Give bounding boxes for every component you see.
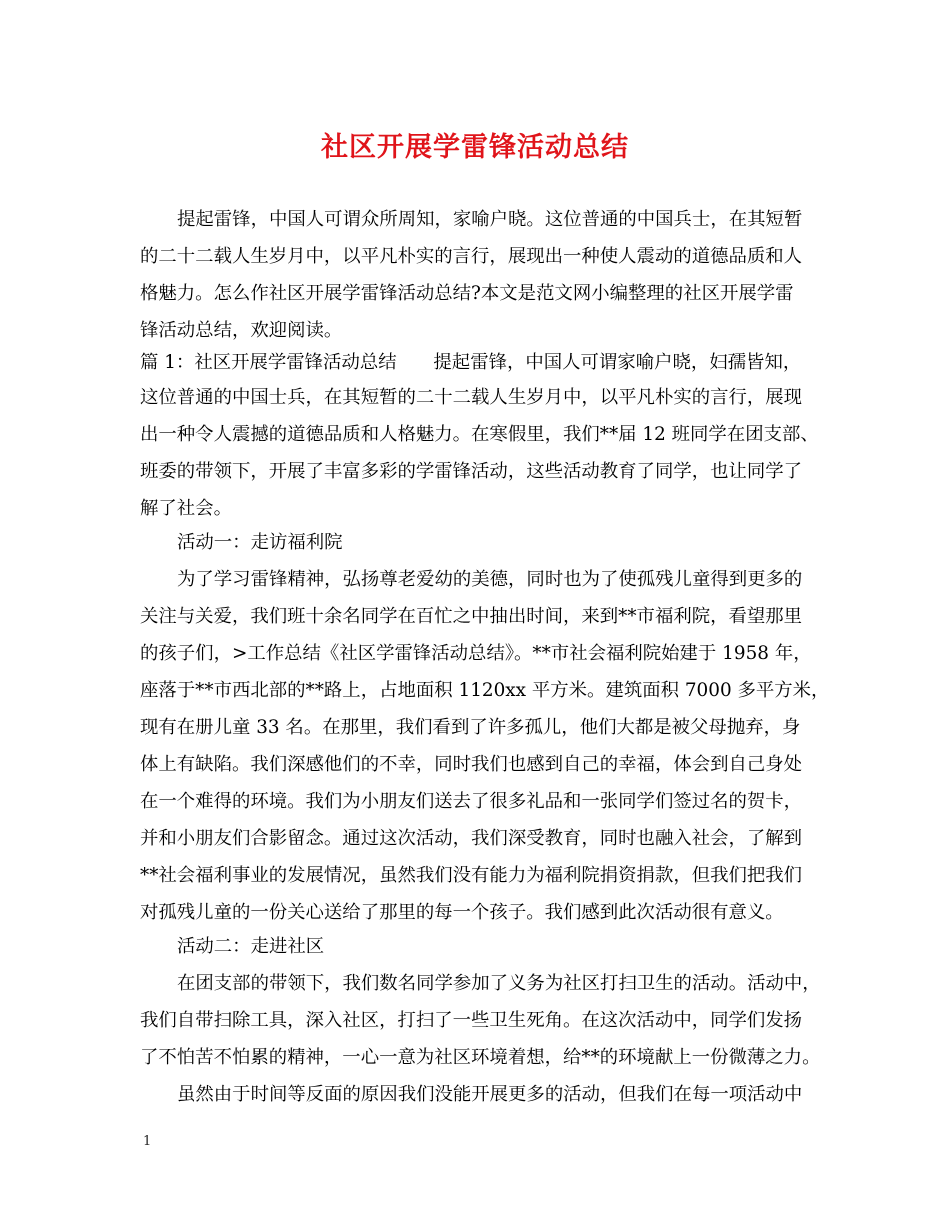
text-line: 虽然由于时间等反面的原因我们没能开展更多的活动，但我们在每一项活动中 — [177, 1084, 803, 1105]
section-heading: 活动二：走进社区 — [177, 936, 325, 957]
section-heading: 活动一：走访福利院 — [177, 532, 343, 553]
text-line: 为了学习雷锋精神，弘扬尊老爱幼的美德，同时也为了使孤残儿童得到更多的 — [177, 569, 803, 590]
text-line: 这位普通的中国士兵，在其短暂的二十二载人生岁月中，以平凡朴实的言行，展现 — [140, 387, 803, 408]
text-line: 篇 1：社区开展学雷锋活动总结 提起雷锋，中国人可谓家喻户晓，妇孺皆知， — [140, 352, 802, 373]
document-title: 社区开展学雷锋活动总结 — [321, 132, 629, 163]
text-line: 我们自带扫除工具，深入社区，打扫了一些卫生死角。在这次活动中，同学们发扬 — [140, 1010, 803, 1031]
text-line: 座落于**市西北部的**路上，占地面积 1120xx 平方米。建筑面积 7000 多平方米， — [140, 680, 830, 701]
text-line: 在团支部的带领下，我们数名同学参加了义务为社区打扫卫生的活动。活动中， — [177, 973, 821, 994]
text-line: 对孤残儿童的一份关心送给了那里的每一个孩子。我们感到此次活动很有意义。 — [140, 902, 784, 923]
text-line: 并和小朋友们合影留念。通过这次活动，我们深受教育，同时也融入社会，了解到 — [140, 828, 803, 849]
text-line: 提起雷锋，中国人可谓众所周知，家喻户晓。这位普通的中国兵士，在其短暂 — [177, 209, 803, 230]
text-line: 的二十二载人生岁月中，以平凡朴实的言行，展现出一种使人震动的道德品质和人 — [140, 246, 803, 267]
text-line: 的孩子们，>工作总结《社区学雷锋活动总结》。**市社会福利院始建于 1958 年， — [140, 643, 812, 664]
text-line: 出一种令人震撼的道德品质和人格魅力。在寒假里，我们**届 12 班同学在团支部、 — [140, 424, 819, 445]
text-line: 锋活动总结，欢迎阅读。 — [140, 320, 343, 341]
text-line: 了不怕苦不怕累的精神，一心一意为社区环境着想，给**的环境献上一份微薄之力。 — [140, 1047, 821, 1068]
text-line: 格魅力。怎么作社区开展学雷锋活动总结?本文是范文网小编整理的社区开展学雷 — [140, 283, 794, 304]
text-line: 体上有缺陷。我们深感他们的不幸，同时我们也感到自己的幸福，体会到自己身处 — [140, 754, 803, 775]
text-line: 在一个难得的环境。我们为小朋友们送去了很多礼品和一张同学们签过名的贺卡， — [140, 791, 803, 812]
text-line: 解了社会。 — [140, 498, 232, 519]
page-number: 1 — [143, 1134, 152, 1149]
text-line: 班委的带领下，开展了丰富多彩的学雷锋活动，这些活动教育了同学，也让同学了 — [140, 461, 803, 482]
text-line: 现有在册儿童 33 名。在那里，我们看到了许多孤儿，他们大都是被父母抛弃，身 — [140, 717, 801, 738]
text-line: 关注与关爱，我们班十余名同学在百忙之中抽出时间，来到**市福利院，看望那里 — [140, 606, 803, 627]
text-line: **社会福利事业的发展情况，虽然我们没有能力为福利院捐资捐款，但我们把我们 — [140, 865, 803, 886]
